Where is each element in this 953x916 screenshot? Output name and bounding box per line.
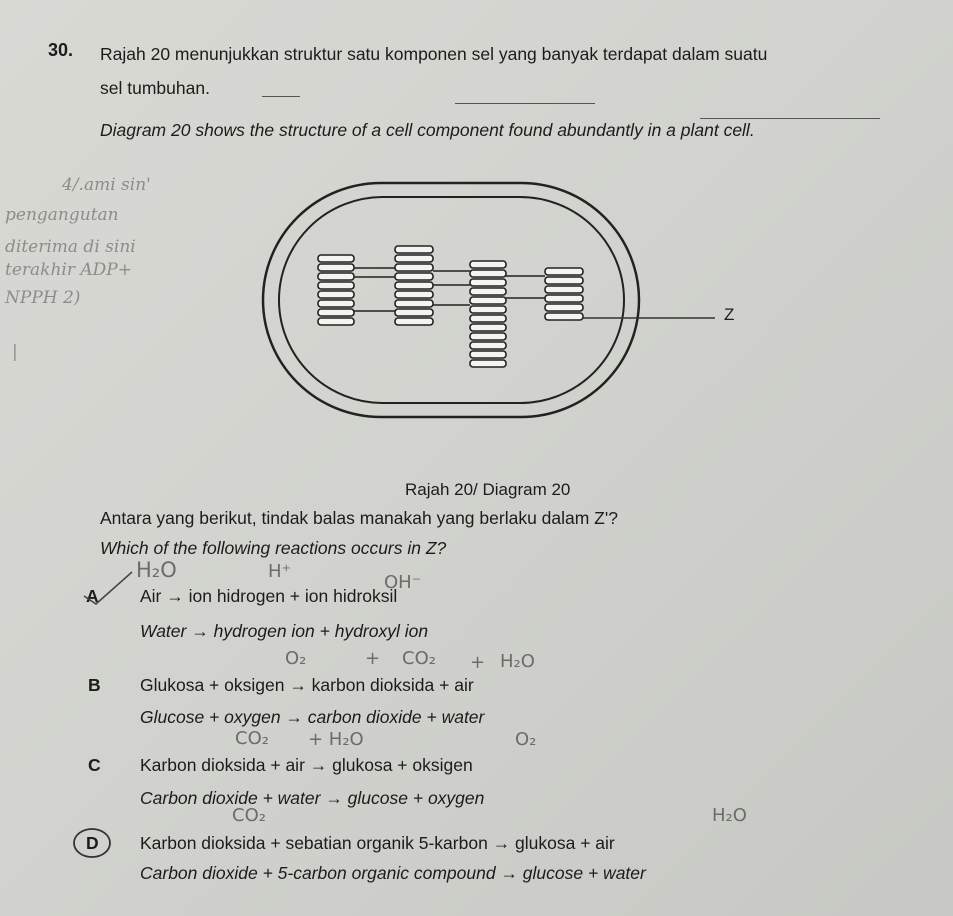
handwritten-note: CO₂ (235, 728, 269, 749)
option-d-malay[interactable]: Karbon dioksida + sebatian organik 5-karbon → glukosa + air (140, 833, 615, 853)
option-a-english[interactable]: Water → hydrogen ion + hydroxyl ion (140, 621, 429, 641)
option-d-letter[interactable]: D (86, 833, 99, 853)
handwritten-note: 4/.ami sin' (62, 175, 151, 195)
handwritten-note: CO₂ (402, 648, 436, 669)
option-b-letter[interactable]: B (88, 675, 101, 695)
handwritten-note: diterima di sini (5, 237, 136, 257)
question-number: 30. (48, 40, 74, 60)
option-c-malay[interactable]: Karbon dioksida + air → glukosa + oksigen (140, 755, 473, 775)
handwritten-note: + (365, 648, 381, 669)
question-stem-malay-cont: sel tumbuhan. (100, 78, 210, 98)
question-ask-malay: Antara yang berikut, tindak balas manakah yang berlaku dalam Z'? (100, 508, 618, 528)
handwritten-note: | (12, 342, 18, 362)
question-ask-english: Which of the following reactions occurs in Z? (100, 538, 447, 558)
handwritten-note: H₂O (500, 651, 535, 672)
handwritten-note: pengangutan (5, 205, 119, 225)
handwritten-note: + H₂O (308, 729, 364, 750)
option-b-english[interactable]: Glucose + oxygen → carbon dioxide + water (140, 707, 485, 727)
handwritten-note: O₂ (515, 729, 537, 750)
handwritten-note: terakhir ADP+ (5, 260, 132, 280)
option-d-english[interactable]: Carbon dioxide + 5-carbon organic compound → glucose + water (140, 863, 646, 883)
option-c-english[interactable]: Carbon dioxide + water → glucose + oxygen (140, 788, 485, 808)
option-c-letter[interactable]: C (88, 755, 101, 775)
handwritten-note: O₂ (285, 648, 307, 669)
handwritten-note: H₂O (712, 805, 747, 826)
handwritten-note: OH⁻ (384, 572, 422, 593)
handwritten-note: + (470, 652, 486, 673)
handwritten-note: CO₂ (232, 805, 266, 826)
diagram-caption: Rajah 20/ Diagram 20 (405, 480, 571, 499)
question-stem-english: Diagram 20 shows the structure of a cell component found abundantly in a plant cell. (100, 120, 755, 140)
diagram-label-z: Z (724, 305, 735, 324)
option-b-malay[interactable]: Glukosa + oksigen → karbon dioksida + air (140, 675, 474, 695)
option-a-malay[interactable]: Air → ion hidrogen + ion hidroksil (140, 586, 398, 606)
handwritten-note: H₂O (136, 558, 177, 582)
option-a-letter[interactable]: A (86, 586, 99, 606)
question-stem-malay: Rajah 20 menunjukkan struktur satu komponen sel yang banyak terdapat dalam suatu (100, 44, 768, 64)
handwritten-note: NPPH 2) (5, 288, 81, 308)
handwritten-note: H⁺ (268, 561, 292, 582)
